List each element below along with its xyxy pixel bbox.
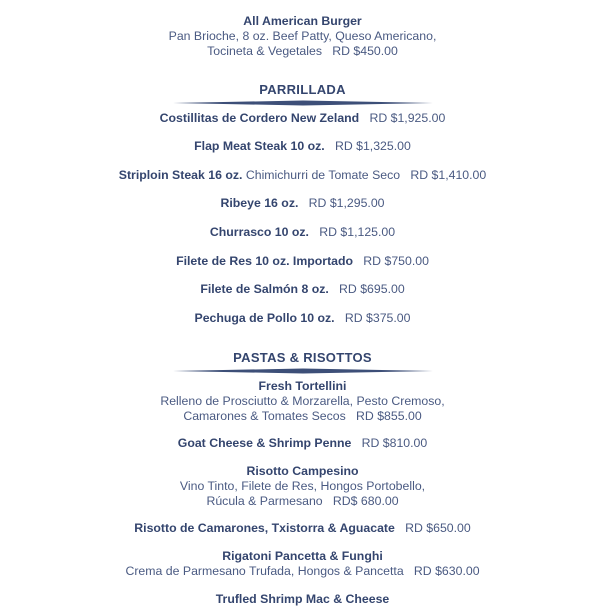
item-name: Filete de Res 10 oz. Importado — [176, 254, 354, 268]
item-price: RD $375.00 — [344, 311, 411, 325]
section-title: PARRILLADA — [259, 82, 346, 97]
menu-item — [0, 111, 605, 126]
item-name: Goat Cheese & Shrimp Penne — [177, 436, 352, 450]
item-name: Pechuga de Pollo 10 oz. — [194, 311, 335, 325]
item-description: Tocineta & Vegetales — [207, 44, 322, 58]
menu-item — [0, 282, 605, 297]
item-name: All American Burger — [243, 14, 362, 28]
item-description: Chimichurri de Tomate Seco — [245, 168, 401, 182]
section-header-pastas-risottos — [0, 350, 605, 374]
item-name: Filete de Salmón 8 oz. — [200, 282, 329, 296]
menu-item — [0, 168, 605, 183]
item-description: Relleno de Prosciutto & Morzarella, Pesto Cremoso, — [160, 394, 445, 408]
item-name: Churrasco 10 oz. — [209, 225, 309, 239]
menu-item-fresh-tortellini — [0, 379, 605, 424]
menu-item — [0, 225, 605, 240]
menu-item-goat-cheese-shrimp-penne — [0, 436, 605, 451]
section-title: PASTAS & RISOTTOS — [233, 350, 372, 365]
item-description: Crema de Parmesano Trufada, Hongos & Pancetta — [125, 564, 404, 578]
menu-item-rigatoni — [0, 549, 605, 579]
item-price: RD $650.00 — [405, 521, 471, 535]
item-price: RD $1,925.00 — [369, 111, 446, 125]
item-name: Trufled Shrimp Mac & Cheese — [215, 592, 390, 606]
ornament-divider-icon — [173, 100, 433, 106]
item-price: RD $1,325.00 — [334, 139, 411, 153]
item-name: Ribeye 16 oz. — [220, 196, 299, 210]
item-name: Striploin Steak 16 oz. — [118, 168, 243, 182]
menu-item — [0, 311, 605, 326]
item-description: Pan Brioche, 8 oz. Beef Patty, Queso Americano, — [168, 29, 437, 43]
item-description: Vino Tinto, Filete de Res, Hongos Portobello, — [179, 479, 426, 493]
menu-item — [0, 196, 605, 211]
menu-item — [0, 139, 605, 154]
item-price: RD $1,295.00 — [308, 196, 385, 210]
section-header-parrillada — [0, 82, 605, 106]
menu-item-all-american-burger — [0, 14, 605, 59]
item-name: Risotto Campesino — [246, 464, 359, 478]
item-description: Rúcula & Parmesano — [206, 494, 323, 508]
item-name: Flap Meat Steak 10 oz. — [194, 139, 325, 153]
item-price: RD $1,125.00 — [319, 225, 396, 239]
menu-item-risotto-camarones — [0, 521, 605, 536]
item-price: RD$ 680.00 — [332, 494, 399, 508]
item-name: Risotto de Camarones, Txistorra & Aguacate — [134, 521, 395, 535]
menu-item — [0, 254, 605, 269]
item-name: Fresh Tortellini — [258, 379, 347, 393]
item-description: Camarones & Tomates Secos — [183, 409, 346, 423]
item-price: RD $810.00 — [361, 436, 428, 450]
item-price: RD $450.00 — [332, 44, 398, 58]
item-price: RD $1,410.00 — [410, 168, 487, 182]
menu-item-risotto-campesino — [0, 464, 605, 509]
item-price: RD $855.00 — [356, 409, 422, 423]
item-price: RD $695.00 — [339, 282, 405, 296]
item-price: RD $630.00 — [413, 564, 480, 578]
item-price: RD $750.00 — [363, 254, 429, 268]
item-name: Rigatoni Pancetta & Funghi — [222, 549, 383, 563]
ornament-divider-icon — [173, 368, 433, 374]
item-name: Costillitas de Cordero New Zeland — [159, 111, 360, 125]
